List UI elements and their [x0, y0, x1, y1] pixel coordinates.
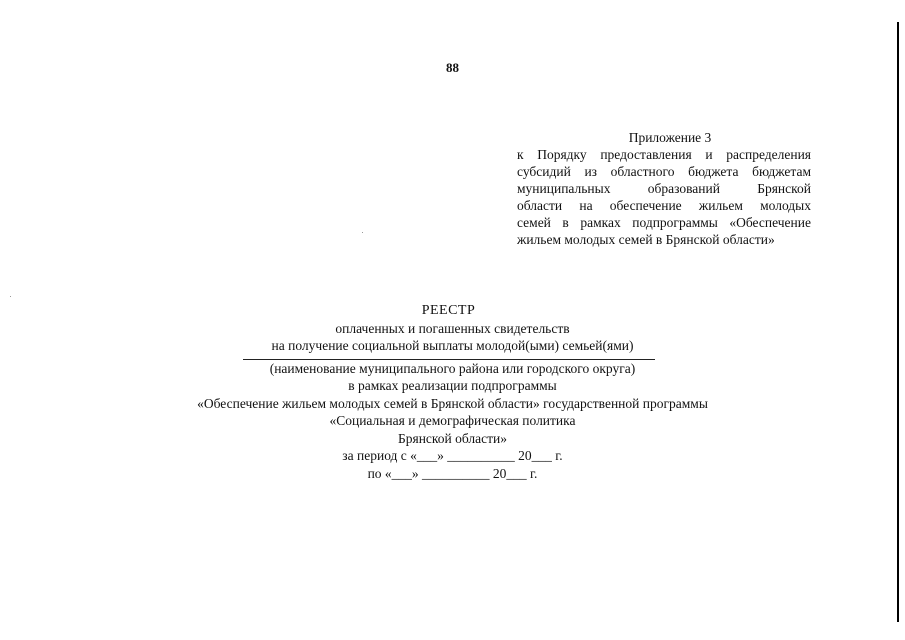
appendix-title: Приложение 3	[628, 130, 712, 145]
blank-fill-line	[243, 359, 655, 360]
registry-line: в рамках реализации подпрограммы	[348, 378, 557, 393]
appendix-line: муниципальных образований Брянской	[517, 181, 811, 196]
registry-line: Брянской области»	[397, 430, 508, 446]
blank-caption: (наименование муниципального района или городского округа)	[269, 360, 636, 376]
registry-subtitle: оплаченных и погашенных свидетельств	[335, 320, 570, 336]
registry-line: «Социальная и демографическая политика	[329, 413, 576, 428]
scan-speck	[362, 232, 363, 233]
appendix-line: семей в рамках подпрограммы «Обеспечение	[517, 215, 811, 230]
appendix-line: субсидий из областного бюджета бюджетам	[517, 164, 811, 179]
period-from: за период с «___» __________ 20___ г.	[342, 448, 563, 463]
appendix-line: к Порядку предоставления и распределения	[517, 147, 811, 162]
registry-subtitle: на получение социальной выплаты молодой(ыми) семьей(ями)	[271, 338, 634, 353]
scan-edge-mark	[897, 22, 899, 622]
appendix-body	[517, 146, 811, 248]
registry-block	[0, 302, 905, 482]
registry-line: «Обеспечение жильем молодых семей в Брянской области» государственной программы	[197, 395, 708, 411]
appendix-block	[517, 129, 811, 248]
appendix-line: области на обеспечение жильем молодых	[517, 198, 811, 213]
page-number: 88	[446, 60, 459, 75]
registry-title: РЕЕСТР	[421, 303, 476, 318]
period-to: по «___» __________ 20___ г.	[367, 465, 538, 481]
appendix-line: жильем молодых семей в Брянской области»	[517, 232, 775, 247]
scan-speck	[10, 296, 11, 297]
